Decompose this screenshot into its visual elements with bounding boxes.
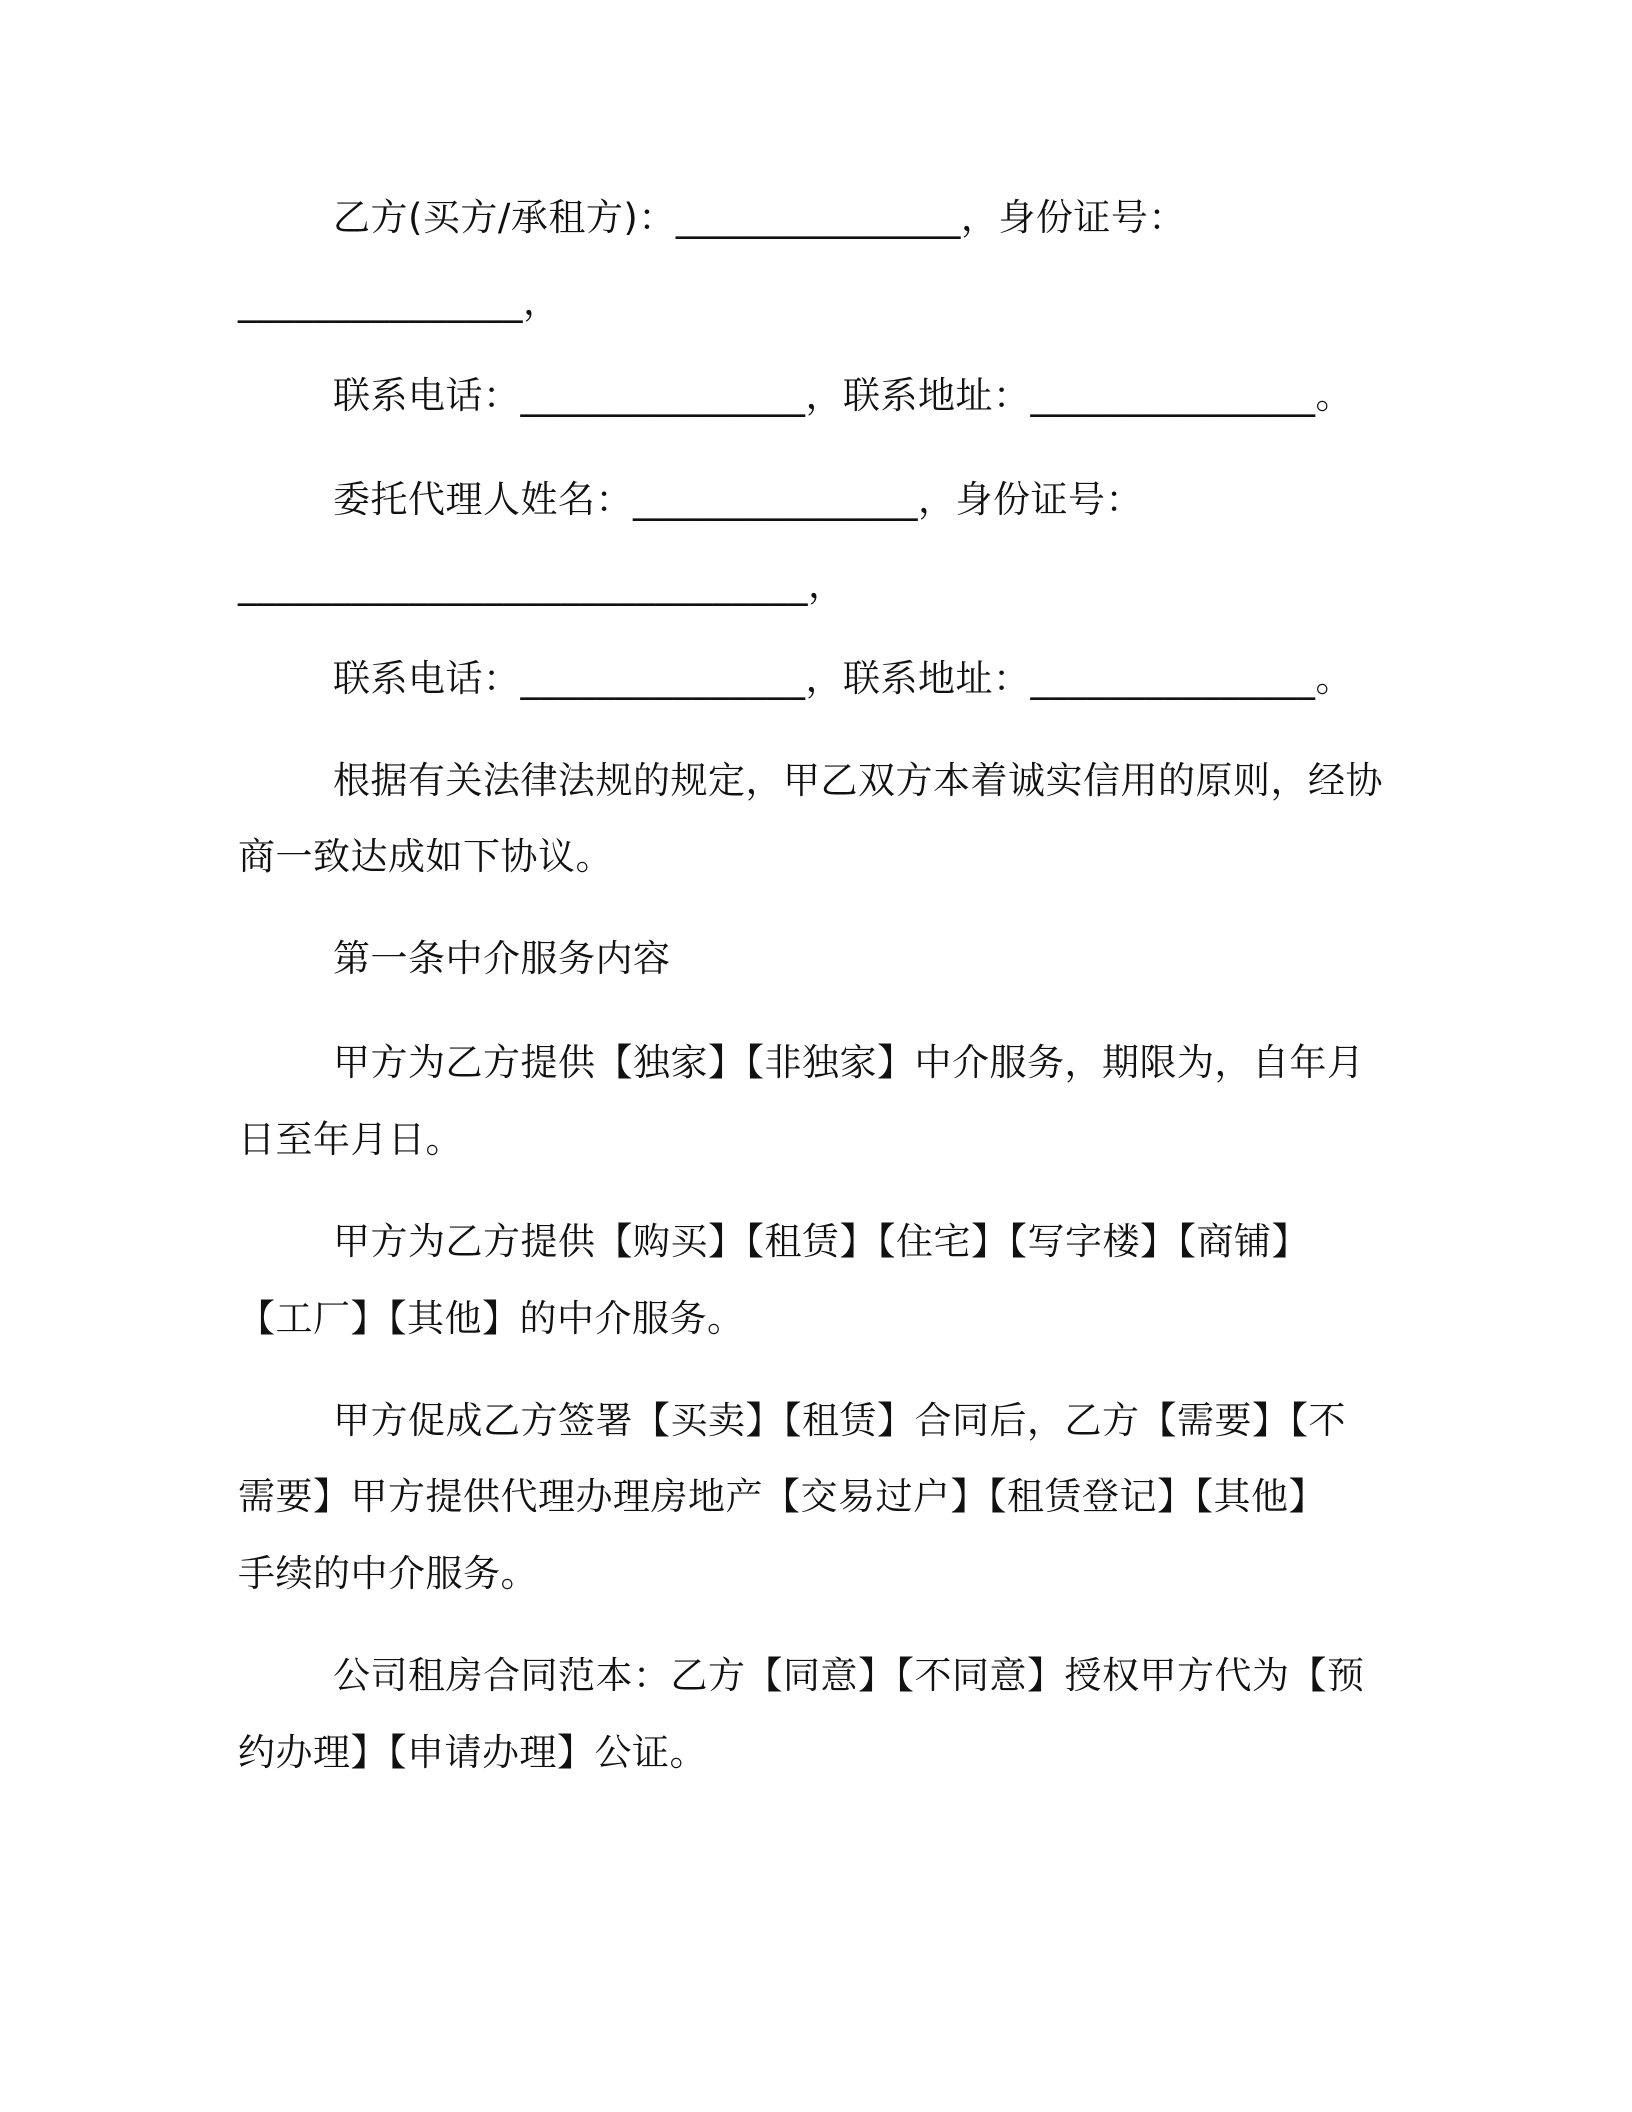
party-b-id-line: _______________，: [238, 280, 561, 323]
clause-1-line-2: 日至年月日。: [238, 1118, 463, 1161]
clause-4-line-2: 约办理】【申请办理】公证。: [238, 1731, 707, 1774]
agent-name-line: 委托代理人姓名：_______________，身份证号：: [333, 478, 1143, 521]
clause-3-line-2: 需要】甲方提供代理办理房地产【交易过户】【租赁登记】【其他】: [238, 1475, 1326, 1518]
party-b-line: 乙方(买方/承租方)：_______________，身份证号：: [333, 196, 1186, 239]
agent-id-line: ______________________________，: [238, 563, 846, 606]
preamble-line-1: 根据有关法律法规的规定，甲乙双方本着诚实信用的原则，经协: [333, 759, 1383, 802]
section-heading: 第一条中介服务内容: [333, 937, 671, 980]
preamble-line-2: 商一致达成如下协议。: [238, 835, 613, 878]
clause-4-line-1: 公司租房合同范本：乙方【同意】【不同意】授权甲方代为【预: [333, 1654, 1365, 1697]
agent-contact-line: 联系电话：_______________，联系地址：_______________。: [333, 657, 1353, 700]
clause-2-line-1: 甲方为乙方提供【购买】【租赁】【住宅】【写字楼】【商铺】: [333, 1220, 1309, 1263]
party-b-contact-line: 联系电话：_______________，联系地址：_______________。: [333, 374, 1353, 417]
clause-3-line-1: 甲方促成乙方签署【买卖】【租赁】合同后，乙方【需要】【不: [333, 1399, 1346, 1442]
clause-1-line-1: 甲方为乙方提供【独家】【非独家】中介服务，期限为，自年月: [333, 1041, 1365, 1084]
clause-2-line-2: 【工厂】【其他】的中介服务。: [238, 1297, 745, 1340]
clause-3-line-3: 手续的中介服务。: [238, 1552, 538, 1595]
